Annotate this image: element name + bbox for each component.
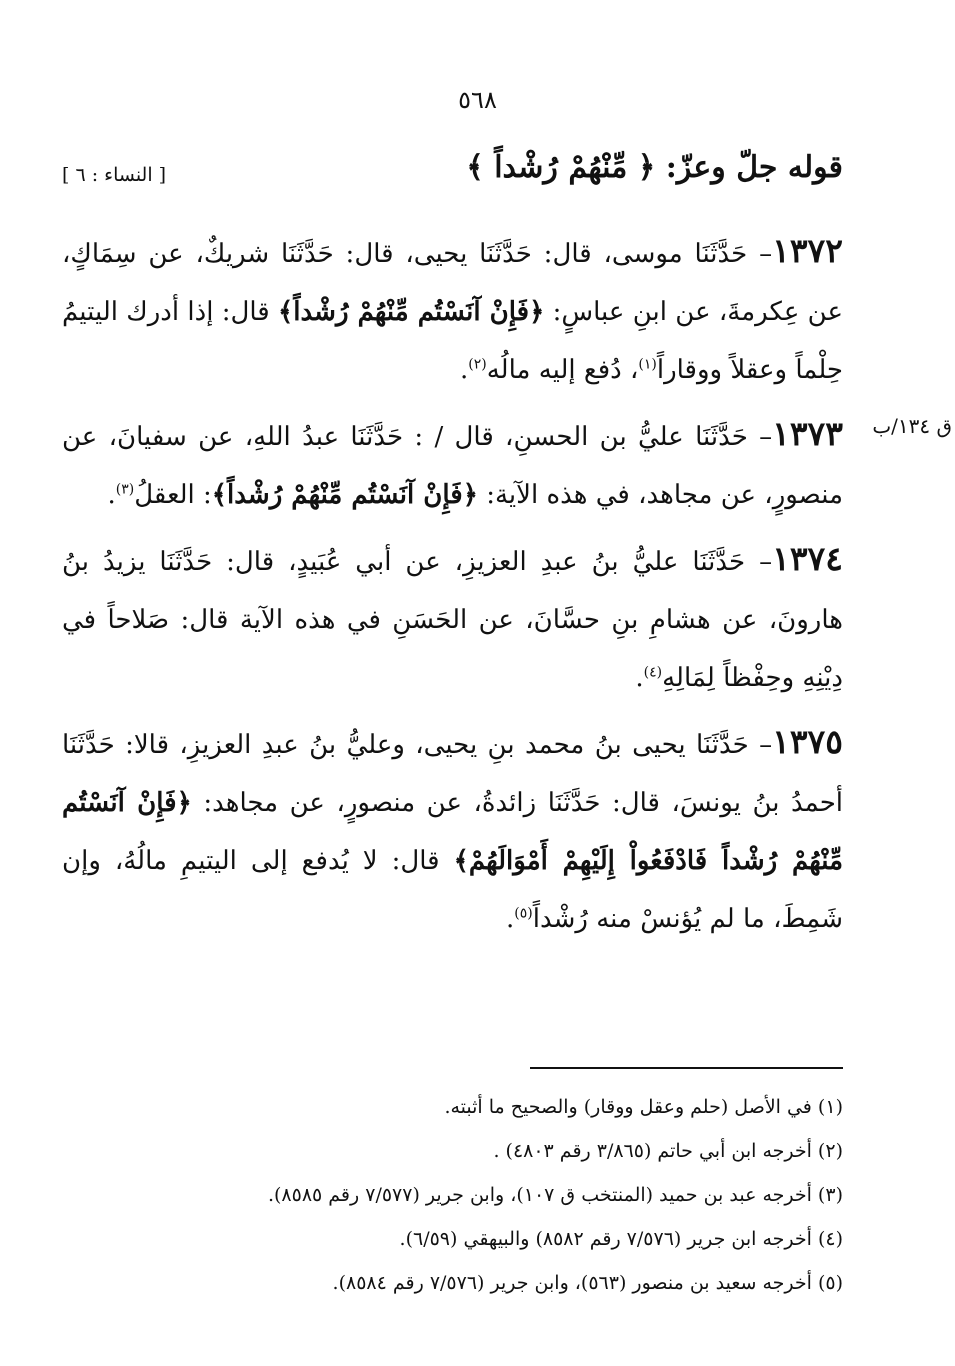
footnote-marker: (٤) <box>643 664 663 681</box>
hadith-dash: – <box>745 547 773 577</box>
hadith-dash: – <box>747 239 773 269</box>
hadith-text: قال: إذا أدرك اليتيمُ حِلْماً وعقلاً ووقاراً <box>62 297 843 385</box>
hadith-text: : العقلُ <box>134 480 212 510</box>
hadith-1373 <box>62 405 843 524</box>
footnote-separator <box>530 1067 843 1069</box>
heading-prefix: قوله جلّ وعزّ: <box>655 150 843 185</box>
hadith-quran-quote: ﴿فَإِنْ آنَسْتُم مِّنْهُمْ رُشْداً﴾ <box>278 297 545 327</box>
hadith-body <box>62 222 843 954</box>
section-heading-row <box>62 150 843 202</box>
hadith-1374 <box>62 530 843 707</box>
hadith-1375 <box>62 713 843 948</box>
hadith-text: . <box>459 355 469 385</box>
hadith-text: . <box>107 480 116 510</box>
footnote-marker: (٢) <box>468 356 487 373</box>
hadith-text: حَدَّثَنَا عليُّ بن الحسنِ، قال / : حَدَّثَنَا عبدُ اللهِ، عن سفيانَ، عن منصورٍ، عن مجاهد، في هذه الآية: <box>62 422 843 510</box>
hadith-text: حَدَّثَنَا موسى، قال: حَدَّثَنَا يحيى، قال: حَدَّثَنَا شريكٌ، عن سِمَاكٍ، عن عِكرمةَ، عن ابنِ عباسٍ: <box>62 239 843 327</box>
footnote-5: (٥) أخرجه سعيد بن منصور (٥٦٣)، وابن جرير (٧/٥٧٦ رقم ٨٥٨٤). <box>332 1272 843 1294</box>
verse-reference: [ النساء : ٦ ] <box>62 164 167 186</box>
footnote-4: (٤) أخرجه ابن جرير (٧/٥٧٦ رقم ٨٥٨٢) والبيهقي (٦/٥٩). <box>399 1228 843 1250</box>
hadith-text: . <box>635 663 644 693</box>
hadith-dash: – <box>748 730 773 760</box>
footnote-3: (٣) أخرجه عبد بن حميد (المنتخب ق ١٠٧)، وابن جرير (٧/٥٧٧ رقم ٨٥٨٥). <box>267 1184 843 1206</box>
hadith-number: ١٣٧٣ <box>772 414 844 453</box>
hadith-text: حَدَّثَنَا عليُّ بنُ عبدِ العزيزِ، عن أبي عُبَيدٍ، قال: حَدَّثَنَا يزيدُ بنُ هارونَ، عن هشامِ بنِ حسَّانَ، عن الحَسَنِ في هذه الآية قال: صَلاحاً في دِيْنِهِ وحِفْظاً لِمَالِهِ <box>62 547 843 693</box>
section-heading <box>466 150 843 185</box>
manuscript-folio-note: ق ١٣٤/ب <box>872 414 952 438</box>
hadith-dash: – <box>747 422 773 452</box>
hadith-quran-quote: ﴿فَإِنْ آنَسْتُم مِّنْهُمْ رُشْداً﴾ <box>211 480 478 510</box>
footnote-marker: (٣) <box>115 481 135 498</box>
footnotes <box>62 1085 843 1305</box>
hadith-1372 <box>62 222 843 399</box>
hadith-text: ، دُفع إليه مالُه <box>486 355 639 385</box>
hadith-quran-quote: ﴿فَإِنْ آنَسْتُم مِّنْهُمْ رُشْداً فَادْفَعُواْ إِلَيْهِمْ أَمْوَالَهُمْ﴾ <box>62 788 843 876</box>
footnote-2: (٢) أخرجه ابن أبي حاتم (٣/٨٦٥ رقم ٤٨٠٣) . <box>493 1140 843 1162</box>
hadith-text: . <box>506 904 515 934</box>
heading-quran-verse: ﴿ مِّنْهُمْ رُشْداً ﴾ <box>466 150 656 185</box>
page-number: ٥٦٨ <box>458 86 497 114</box>
hadith-number: ١٣٧٥ <box>772 722 843 761</box>
hadith-text: حَدَّثَنَا يحيى بنُ محمد بنِ يحيى، وعليُّ بنُ عبدِ العزيزِ، قالا: حَدَّثَنَا أحمدُ بنُ يونسَ، قال: حَدَّثَنَا زائدةُ، عن منصورٍ، عن مجاهد: <box>62 730 843 818</box>
hadith-number: ١٣٧٢ <box>772 231 843 270</box>
footnote-marker: (١) <box>638 356 657 373</box>
hadith-number: ١٣٧٤ <box>772 539 844 578</box>
hadith-text: قال: لا يُدفع إلى اليتيمِ مالُهُ، وإن شَمِطَ، ما لم يُؤنسْ منه رُشْداً <box>62 846 843 934</box>
footnote-marker: (٥) <box>514 905 533 922</box>
footnote-1: (١) في الأصل (حلم وعقل ووقار) والصحيح ما أثبته. <box>444 1096 843 1118</box>
